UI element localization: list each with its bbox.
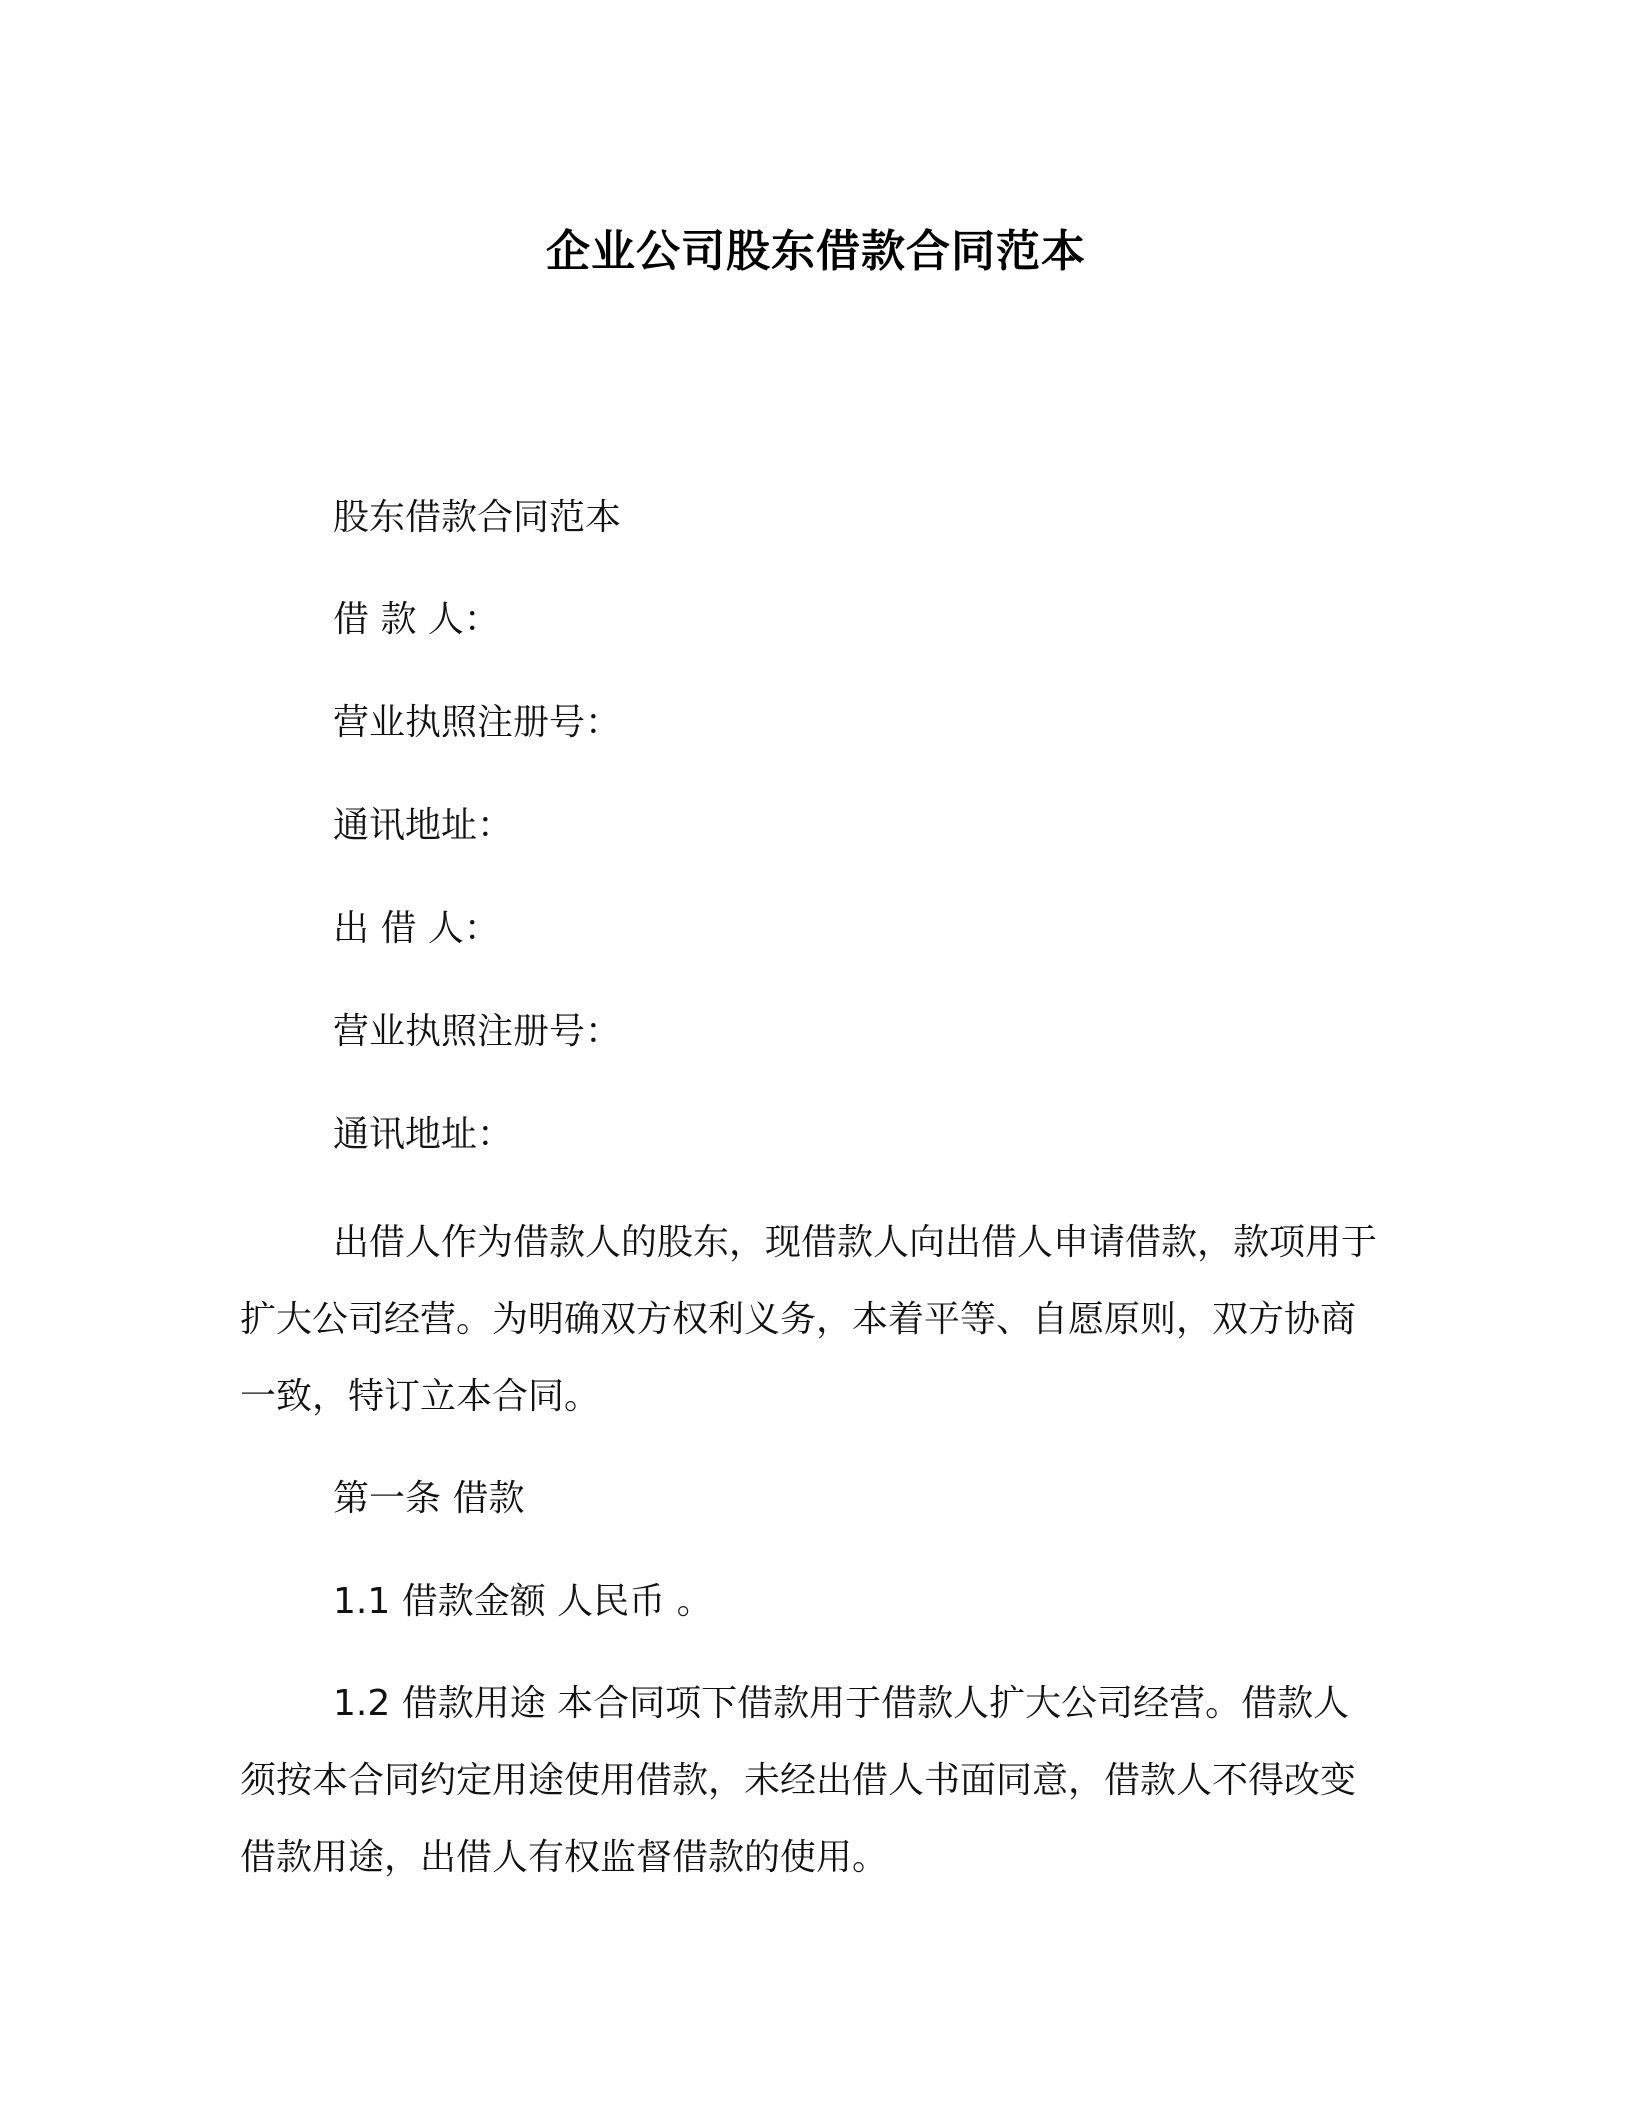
preamble-paragraph: 出借人作为借款人的股东，现借款人向出借人申请借款，款项用于扩大公司经营。为明确双方权利义务，本着平等、自愿原则，双方协商一致，特订立本合同。 [240, 1222, 1378, 1417]
borrower-license-label: 营业执照注册号： [333, 702, 622, 743]
borrower-label: 借 款 人： [333, 599, 500, 640]
lender-address-label: 通讯地址： [333, 1114, 514, 1155]
lender-license-label: 营业执照注册号： [333, 1011, 622, 1052]
clause-1-2: 1.2 借款用途 本合同项下借款用于借款人扩大公司经营。借款人须按本合同约定用途使用借款，未经出借人书面同意，借款人不得改变借款用途，出借人有权监督借款的使用。 [240, 1683, 1357, 1878]
lender-label: 出 借 人： [333, 908, 500, 949]
contract-subtitle: 股东借款合同范本 [333, 497, 622, 538]
document-title: 企业公司股东借款合同范本 [546, 226, 1086, 277]
borrower-address-label: 通讯地址： [333, 805, 514, 846]
article-1-heading: 第一条 借款 [333, 1478, 525, 1519]
clause-1-1: 1.1 借款金额 人民币 。 [333, 1581, 713, 1622]
